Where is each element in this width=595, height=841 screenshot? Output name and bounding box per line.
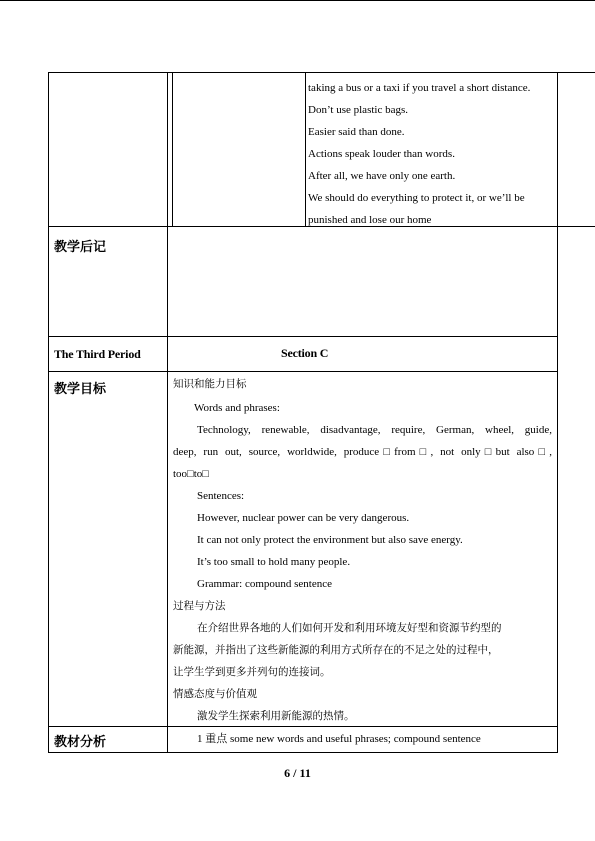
page-number: 6 / 11 xyxy=(284,766,311,780)
row-label-postscript: 教学后记 xyxy=(54,240,107,255)
words-line: deep, run out, source, worldwide, produce□from□, not only□but also□, xyxy=(173,446,552,458)
text-line: Actions speak louder than words. xyxy=(308,148,455,160)
process-heading: 过程与方法 xyxy=(173,600,226,612)
table-rule xyxy=(167,72,168,753)
process-line: 新能源，并指出了这些新能源的利用方式所存在的不足之处的过程中， xyxy=(173,644,499,656)
table-rule xyxy=(172,226,306,227)
words-heading: Words and phrases: xyxy=(194,402,280,414)
table-rule xyxy=(48,72,595,73)
row-label-objectives: 教学目标 xyxy=(54,382,107,397)
text-line: punished and lose our home xyxy=(308,214,432,226)
text-line: After all, we have only one earth. xyxy=(308,170,456,182)
sentences-heading: Sentences: xyxy=(197,490,245,502)
grammar-line: Grammar: compound sentence xyxy=(197,578,333,590)
table-rule xyxy=(172,72,173,227)
words-line: Technology, renewable, disadvantage, require, German, wheel, guide, xyxy=(197,424,552,436)
text-line: taking a bus or a taxi if you travel a short distance. xyxy=(308,82,531,94)
text-line: We should do everything to protect it, or we’ll be xyxy=(308,192,525,204)
sentence-line: However, nuclear power can be very dangerous. xyxy=(197,512,410,524)
table-rule xyxy=(48,752,557,753)
words-line: too□to□ xyxy=(173,468,209,480)
page-top-rule xyxy=(0,0,595,1)
table-rule xyxy=(48,72,49,753)
attitude-heading: 情感态度与价值观 xyxy=(173,688,257,700)
table-rule xyxy=(48,336,557,337)
knowledge-heading: 知识和能力目标 xyxy=(173,378,247,390)
text-line: Easier said than done. xyxy=(308,126,405,138)
materials-line: 1 重点 some new words and useful phrases; compound sentence xyxy=(197,733,481,745)
table-rule xyxy=(557,72,558,753)
attitude-line: 激发学生探索利用新能源的热情。 xyxy=(197,710,355,722)
process-line: 在介绍世界各地的人们如何开发和利用环境友好型和资源节约型的 xyxy=(197,622,502,634)
process-line: 让学生学到更多并列句的连接词。 xyxy=(173,666,331,678)
text-line: Don’t use plastic bags. xyxy=(308,104,409,116)
sentence-line: It’s too small to hold many people. xyxy=(197,556,351,568)
row-label-materials: 教材分析 xyxy=(54,735,107,750)
sentence-line: It can not only protect the environment but also save energy. xyxy=(197,534,463,546)
period-label: The Third Period xyxy=(54,347,141,361)
table-rule xyxy=(305,72,306,227)
table-rule xyxy=(48,371,557,372)
section-label: Section C xyxy=(281,346,329,360)
